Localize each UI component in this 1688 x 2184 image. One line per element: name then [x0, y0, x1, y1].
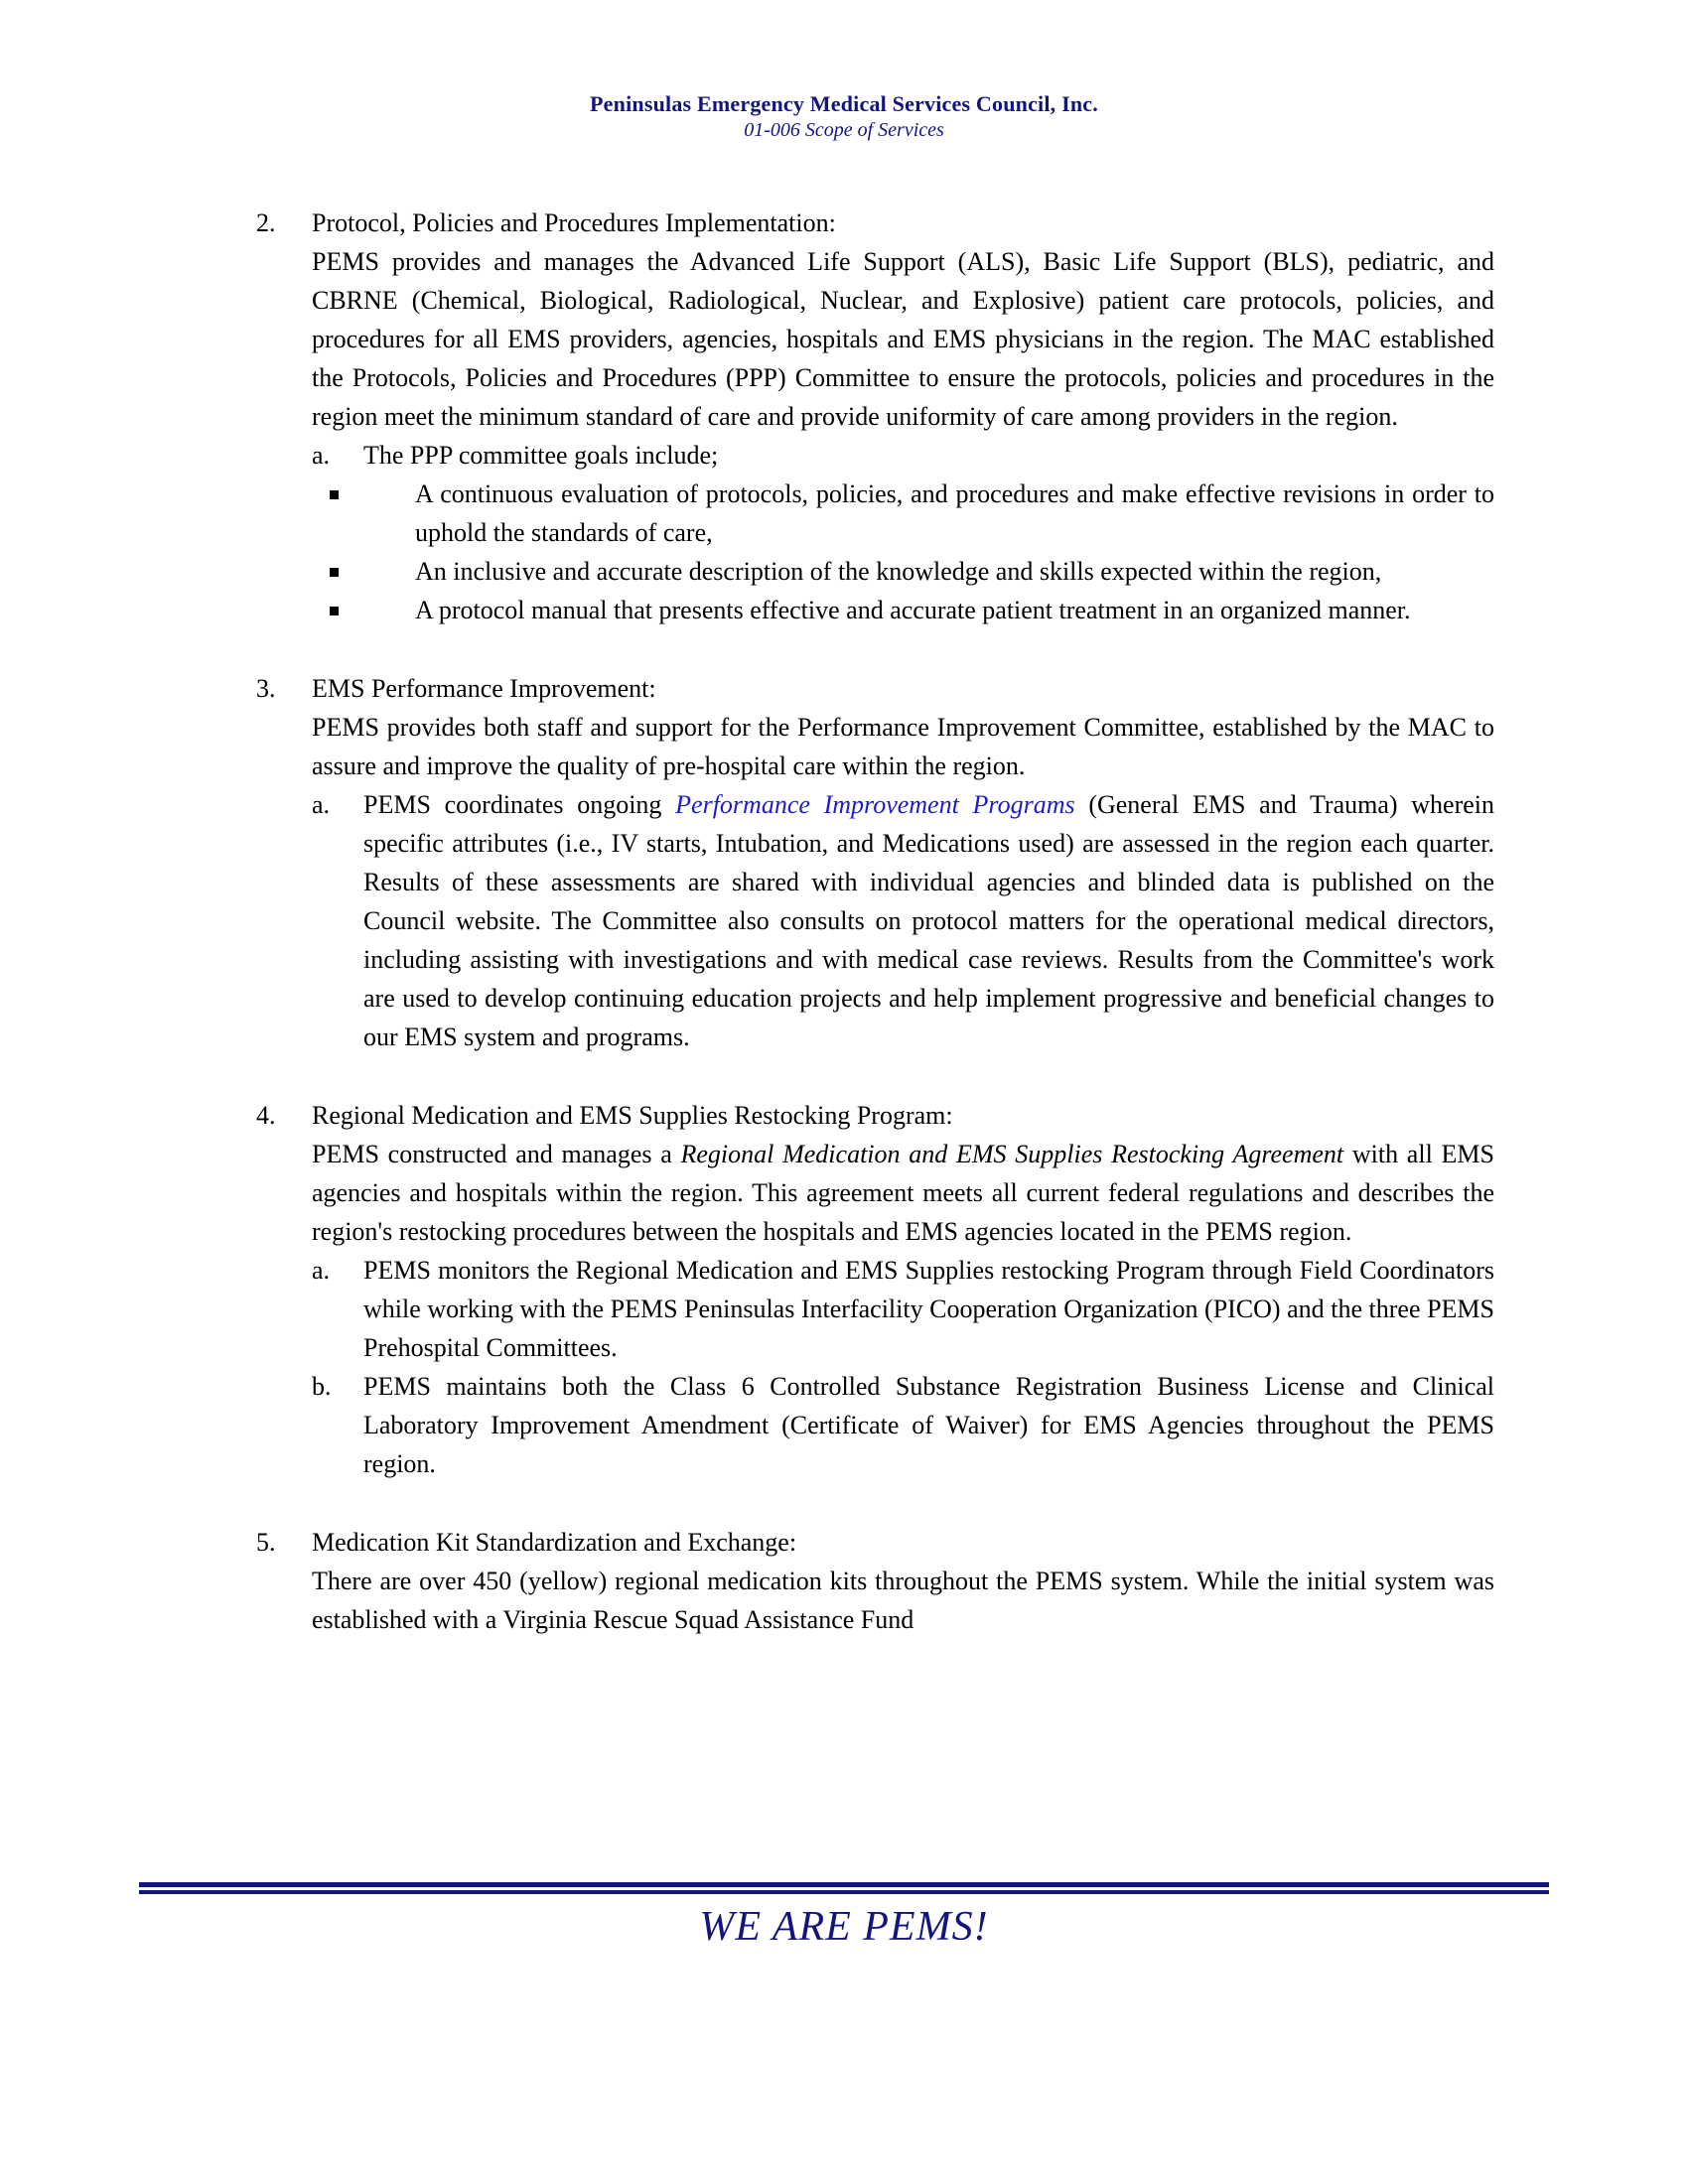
lettered-text: PEMS monitors the Regional Medication and EMS Supplies restocking Program through Field Coordinators while working with the PEMS Peninsulas Interfacility Cooperation Organization (PICO) and the three PEMS Prehospital Committees. [363, 1256, 1494, 1362]
section-heading: Protocol, Policies and Procedures Implementation: [312, 208, 836, 237]
list-item [312, 552, 1494, 591]
section-body [312, 1135, 1494, 1251]
emphasis-program-name: Performance Improvement Programs [675, 790, 1075, 819]
square-bullet-icon [330, 591, 339, 629]
lettered-item-a [312, 1251, 1494, 1367]
organization-title: Peninsulas Emergency Medical Services Council, Inc. [590, 91, 1098, 116]
numbered-section-5 [256, 1523, 1494, 1639]
lettered-marker: a. [312, 790, 331, 819]
footer-divider [139, 1882, 1549, 1894]
lettered-text-after: (General EMS and Trauma) wherein specific attributes (i.e., IV starts, Intubation, and Medications used) are assessed in the region each quarter. Results of these assessments are shared with individual agencies and blinded data is published on the Council website. The Committee also consults on protocol matters for the operational medical directors, including assisting with investigations and with medical case reviews. Results from the Committee's work are used to develop continuing education projects and help implement progressive and beneficial changes to our EMS system and programs. [363, 790, 1494, 1051]
section-body: PEMS provides and manages the Advanced Life Support (ALS), Basic Life Support (BLS), pediatric, and CBRNE (Chemical, Biological, Radiological, Nuclear, and Explosive) patient care protocols, policies, and procedures for all EMS providers, agencies, hospitals and EMS physicians in the region. The MAC established the Protocols, Policies and Procedures (PPP) Committee to ensure the protocols, policies and procedures in the region meet the minimum standard of care and provide uniformity of care among providers in the region. [312, 247, 1494, 431]
lettered-item-a [312, 436, 1494, 475]
bullet-text: A continuous evaluation of protocols, policies, and procedures and make effective revisions in order to uphold the standards of care, [415, 479, 1494, 547]
lettered-list [312, 785, 1494, 1056]
section-body: PEMS provides both staff and support for the Performance Improvement Committee, established by the MAC to assure and improve the quality of pre-hospital care within the region. [312, 713, 1494, 780]
lettered-list [312, 436, 1494, 629]
section-body-after: with all EMS agencies and hospitals within the region. This agreement meets all current federal regulations and describes the region's restocking procedures between the hospitals and EMS agencies located in the PEMS region. [312, 1140, 1494, 1246]
lettered-text: The PPP committee goals include; [363, 441, 719, 470]
section-heading: Medication Kit Standardization and Exchange: [312, 1528, 797, 1557]
section-body: There are over 450 (yellow) regional medication kits throughout the PEMS system. While the initial system was established with a Virginia Rescue Squad Assistance Fund [312, 1567, 1494, 1634]
emphasis-agreement-name: Regional Medication and EMS Supplies Restocking Agreement [680, 1140, 1344, 1168]
page-header [0, 91, 1688, 142]
section-body-before: PEMS constructed and manages a [312, 1140, 681, 1168]
numbered-section-4 [256, 1096, 1494, 1483]
footer-slogan: WE ARE PEMS! [699, 1904, 989, 1950]
lettered-list [312, 1251, 1494, 1483]
section-heading: Regional Medication and EMS Supplies Restocking Program: [312, 1101, 953, 1130]
lettered-marker: a. [312, 441, 331, 470]
square-bullet-icon [330, 552, 339, 591]
numbered-section-2 [256, 204, 1494, 629]
document-body [256, 204, 1494, 1639]
square-bullet-icon [330, 475, 339, 513]
section-number: 2. [256, 208, 276, 237]
document-subtitle: 01-006 Scope of Services [744, 119, 944, 142]
section-number: 4. [256, 1101, 276, 1130]
lettered-text-before: PEMS coordinates ongoing [363, 790, 676, 819]
bullet-text: A protocol manual that presents effective and accurate patient treatment in an organized manner. [415, 596, 1411, 624]
square-bullet-list [312, 475, 1494, 629]
lettered-item-a [312, 785, 1494, 1056]
section-number: 5. [256, 1528, 276, 1557]
numbered-section-3 [256, 669, 1494, 1056]
footer-rule-bottom [139, 1890, 1549, 1894]
list-item [312, 475, 1494, 552]
lettered-marker: b. [312, 1372, 332, 1401]
section-heading: EMS Performance Improvement: [312, 674, 656, 703]
bullet-text: An inclusive and accurate description of the knowledge and skills expected within the region, [415, 557, 1382, 586]
list-item [312, 591, 1494, 629]
lettered-marker: a. [312, 1256, 331, 1285]
lettered-text: PEMS maintains both the Class 6 Controlled Substance Registration Business License and Clinical Laboratory Improvement Amendment (Certificate of Waiver) for EMS Agencies throughout the PEMS region. [363, 1372, 1494, 1478]
lettered-item-b [312, 1367, 1494, 1483]
section-number: 3. [256, 674, 276, 703]
